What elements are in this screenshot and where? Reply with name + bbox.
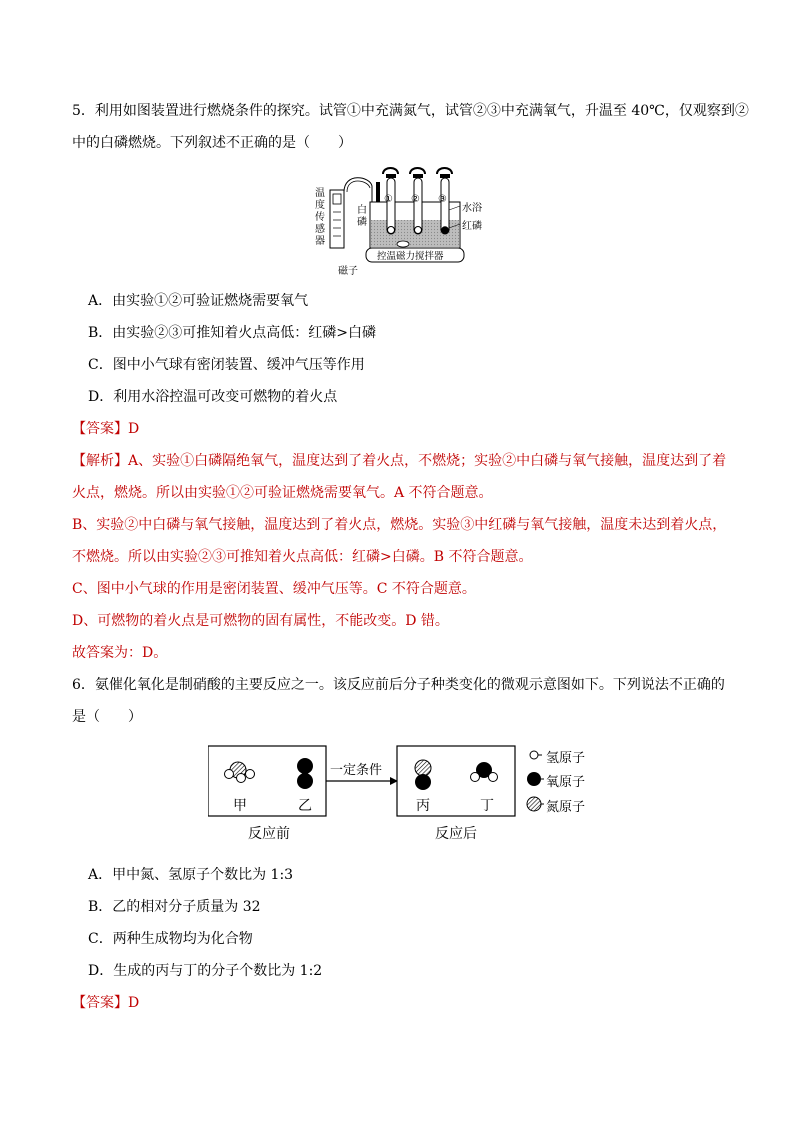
label-bing: 丙: [416, 798, 430, 814]
temperature-sensor: [330, 190, 344, 248]
legend-nitrogen: 氮原子: [546, 800, 586, 815]
q5-analysis-line6: D、可燃物的着火点是可燃物的固有属性，不能改变。D 错。: [72, 613, 449, 629]
tube-label-2: ②: [411, 194, 420, 205]
q5-analysis-line7: 故答案为：D。: [72, 645, 168, 661]
q5-analysis-line1: [72, 451, 726, 471]
q5-option-d: D．利用水浴控温可改变可燃物的着火点: [88, 389, 338, 405]
q5-analysis-line5: C、图中小气球的作用是密闭装置、缓冲气压等。C 不符合题意。: [72, 581, 476, 597]
label-yi: 乙: [298, 798, 312, 814]
analysis-tag: 【解析】: [72, 453, 128, 469]
q6-option-c: C．两种生成物均为化合物: [88, 931, 253, 947]
answer-tag: 【答案】: [72, 995, 128, 1011]
red-phosphorus-label: 红磷: [462, 221, 482, 232]
tube-label-1: ①: [384, 194, 393, 205]
q5-analysis-line4: 不燃烧。所以由实验②③可推知着火点高低：红磷>白磷。B 不符合题意。: [72, 549, 533, 565]
q6-stem-line1: 6．氨催化氧化是制硝酸的主要反应之一。该反应前后分子种类变化的微观示意图如下。下列说法不正确的: [72, 677, 725, 693]
magnet-label: 磁子: [338, 266, 358, 277]
white-phosphorus-label: [356, 205, 368, 229]
label-jia: 甲: [233, 798, 247, 814]
sensor-char: 感: [315, 224, 325, 235]
tube-label-3: ③: [438, 194, 447, 205]
q5-stem-line1: 5．利用如图装置进行燃烧条件的探究。试管①中充满氮气，试管②③中充满氧气，升温至 40℃，仅观察到②: [72, 103, 749, 119]
label-ding: 丁: [480, 798, 494, 814]
after-box: [397, 746, 515, 816]
answer-tag: 【答案】: [72, 421, 128, 437]
label-after: 反应后: [435, 826, 477, 842]
q5-option-c: C．图中小气球有密闭装置、缓冲气压等作用: [88, 357, 365, 373]
legend-hydrogen: 氢原子: [546, 751, 586, 766]
q5-option-b: B．由实验②③可推知着火点高低：红磷>白磷: [88, 325, 377, 341]
q6-option-a: A．甲中氮、氢原子个数比为 1:3: [88, 867, 294, 883]
q5-analysis-line3: B、实验②中白磷与氧气接触，温度达到了着火点，燃烧。实验③中红磷与氧气接触，温度未达到着火点，: [72, 517, 727, 533]
answer-value: D: [128, 995, 140, 1011]
q6-stem-line2: 是（ ）: [72, 709, 142, 725]
q5-analysis-line2: 火点，燃烧。所以由实验①②可验证燃烧需要氧气。A 不符合题意。: [72, 485, 493, 501]
label-before: 反应前: [248, 826, 290, 842]
white-p-char: 磷: [357, 217, 367, 228]
q6-option-b: B．乙的相对分子质量为 32: [88, 899, 261, 915]
sensor-char: 度: [315, 200, 325, 211]
analysis-text: A、实验①白磷隔绝氧气，温度达到了着火点，不燃烧；实验②中白磷与氧气接触，温度达到了着: [128, 453, 727, 469]
q5-option-a: A．由实验①②可验证燃烧需要氧气: [88, 293, 309, 309]
q6-option-d: D．生成的丙与丁的分子个数比为 1:2: [88, 963, 323, 979]
water-bath-label: 水浴: [462, 203, 482, 214]
sensor-char: 传: [315, 212, 325, 223]
q5-answer: [72, 419, 139, 439]
q5-stem-line2: 中的白磷燃烧。下列叙述不正确的是（ ）: [72, 135, 352, 151]
legend-oxygen: 氧原子: [546, 775, 586, 790]
stirrer-label: 控温磁力搅拌器: [377, 251, 444, 262]
sensor-label: [313, 188, 327, 248]
sensor-char: 器: [315, 236, 325, 247]
sensor-char: 温: [315, 188, 325, 199]
white-p-char: 白: [357, 205, 367, 216]
q6-answer: [72, 993, 139, 1013]
reaction-condition: 一定条件: [330, 759, 382, 778]
answer-value: D: [128, 421, 140, 437]
legend: [527, 751, 544, 811]
